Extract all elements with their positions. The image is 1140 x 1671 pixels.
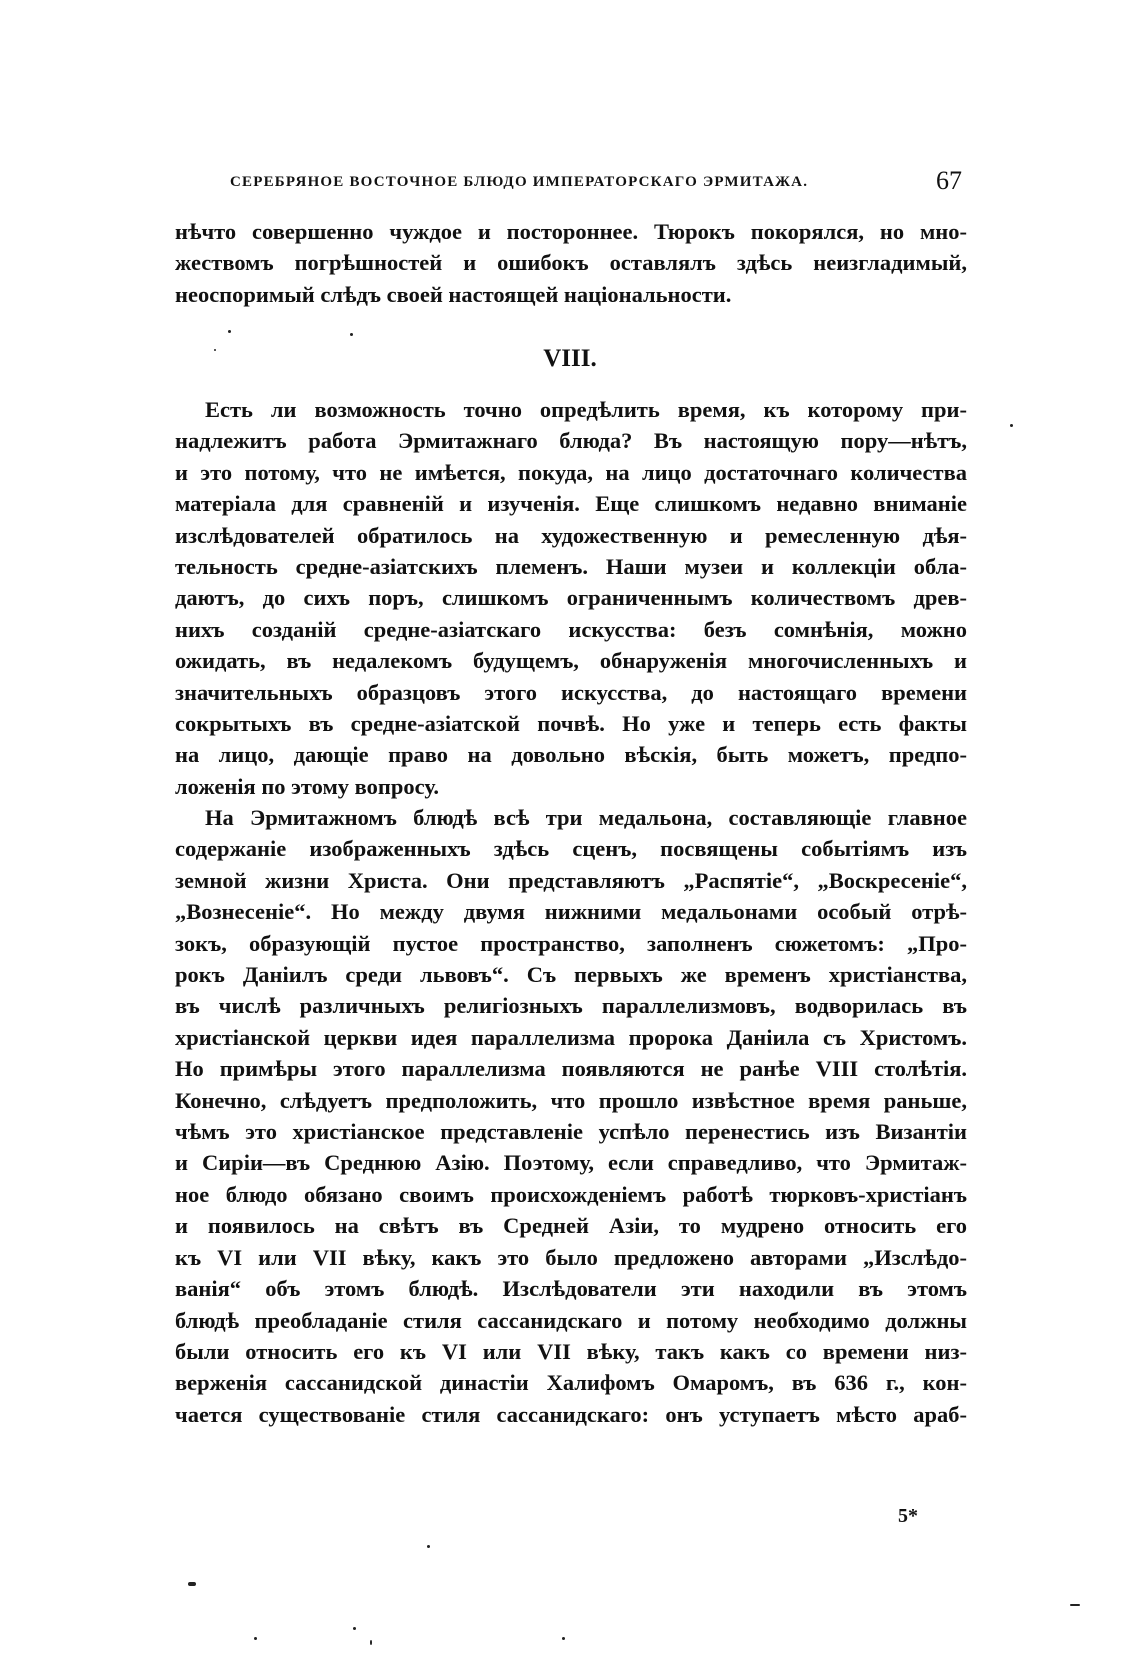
text-line: содержаніе изображенныхъ здѣсь сценъ, посвящены событіямъ изъ xyxy=(175,836,967,862)
text-line: Конечно, слѣдуетъ предположить, что прошло извѣстное время раньше, xyxy=(175,1087,967,1113)
paragraph-medallions xyxy=(175,802,967,1430)
text-line: изслѣдователей обратилось на художественную и ремесленную дѣя- xyxy=(175,522,967,548)
text-line: въ числѣ различныхъ религіозныхъ параллелизмовъ, водворилась въ xyxy=(175,993,967,1019)
text-line: неоспоримый слѣдъ своей настоящей національности. xyxy=(175,281,732,307)
text-line: На Эрмитажномъ блюдѣ всѣ три медальона, составляющіе главное xyxy=(205,805,967,830)
scan-speck xyxy=(228,330,231,333)
text-line: ное блюдо обязано своимъ происхожденіемъ работѣ тюрковъ-христіанъ xyxy=(175,1181,967,1207)
paragraph-dating xyxy=(175,394,967,802)
text-line: къ VI или VII вѣку, какъ это было предложено авторами „Изслѣдо- xyxy=(175,1244,967,1270)
text-line: „Вознесеніе“. Но между двумя нижними медальонами особый отрѣ- xyxy=(175,899,967,925)
scan-speck xyxy=(1070,1604,1080,1606)
scan-speck xyxy=(350,333,353,336)
signature-mark: 5* xyxy=(898,1505,918,1527)
scan-speck xyxy=(427,1545,430,1548)
text-line: на лицо, дающіе право на довольно вѣскія, быть можетъ, предпо- xyxy=(175,742,967,768)
paragraph-continuation xyxy=(175,216,967,310)
scan-speck xyxy=(562,1637,565,1640)
scan-speck xyxy=(214,349,216,351)
text-line: чается существованіе стиля сассанидскаго: онъ уступаетъ мѣсто араб- xyxy=(175,1401,967,1427)
text-line: и появилось на свѣтъ въ Средней Азіи, то мудрено относить его xyxy=(175,1213,967,1239)
text-line: верженія сассанидской династіи Халифомъ Омаромъ, въ 636 г., кон- xyxy=(175,1370,967,1396)
text-line: Есть ли возможность точно опредѣлить время, къ которому при- xyxy=(205,397,967,422)
text-line: значительныхъ образцовъ этого искусства, до настоящаго времени xyxy=(175,679,967,705)
text-line: жествомъ погрѣшностей и ошибокъ оставлялъ здѣсь неизгладимый, xyxy=(175,250,967,276)
scan-speck xyxy=(254,1637,257,1640)
text-line: нѣчто совершенно чуждое и постороннее. Тюрокъ покорялся, но мно- xyxy=(175,219,967,244)
text-line: и Сиріи—въ Среднюю Азію. Поэтому, если справедливо, что Эрмитаж- xyxy=(175,1150,967,1176)
text-line: рокъ Даніилъ среди львовъ“. Съ первыхъ же временъ христіанства, xyxy=(175,962,967,988)
text-line: христіанской церкви идея параллелизма пророка Даніила съ Христомъ. xyxy=(175,1024,967,1050)
scan-speck xyxy=(370,1640,372,1645)
text-line: ванія“ объ этомъ блюдѣ. Изслѣдователи эти находили въ этомъ xyxy=(175,1276,967,1302)
text-line: даютъ, до сихъ поръ, слишкомъ ограниченнымъ количествомъ древ- xyxy=(175,585,967,611)
text-line: чѣмъ это христіанское представленіе успѣло перенестись изъ Византіи xyxy=(175,1119,967,1145)
section-heading: VIII. xyxy=(543,345,597,372)
page-number: 67 xyxy=(936,166,962,195)
text-line: зокъ, образующій пустое пространство, заполненъ сюжетомъ: „Про- xyxy=(175,930,967,956)
text-line: земной жизни Христа. Они представляютъ „Распятіе“, „Воскресеніе“, xyxy=(175,867,967,893)
scan-speck xyxy=(353,1627,356,1630)
text-line: сокрытыхъ въ средне-азіатской почвѣ. Но уже и теперь есть факты xyxy=(175,711,967,737)
text-line: ложенія по этому вопросу. xyxy=(175,773,439,799)
text-line: были относить его къ VI или VII вѣку, такъ какъ со времени низ- xyxy=(175,1338,967,1364)
running-head-title: СЕРЕБРЯНОЕ ВОСТОЧНОЕ БЛЮДО ИМПЕРАТОРСКАГО ЭРМИТАЖА. xyxy=(230,174,809,190)
running-head xyxy=(230,166,962,200)
text-line: Но примѣры этого параллелизма появляются не ранѣе VIII столѣтія. xyxy=(175,1056,967,1082)
scan-speck xyxy=(1010,424,1013,427)
scan-speck xyxy=(188,1582,196,1586)
text-line: матеріала для сравненій и изученія. Еще слишкомъ недавно вниманіе xyxy=(175,491,967,517)
text-line: тельность средне-азіатскихъ племенъ. Наши музеи и коллекціи обла- xyxy=(175,554,967,580)
text-line: ожидать, въ недалекомъ будущемъ, обнаруженія многочисленныхъ и xyxy=(175,648,967,674)
text-line: нихъ созданій средне-азіатскаго искусства: безъ сомнѣнія, можно xyxy=(175,616,967,642)
text-line: надлежитъ работа Эрмитажнаго блюда? Въ настоящую пору—нѣтъ, xyxy=(175,428,967,454)
text-line: и это потому, что не имѣется, покуда, на лицо достаточнаго количества xyxy=(175,459,967,485)
text-line: блюдѣ преобладаніе стиля сассанидскаго и потому необходимо должны xyxy=(175,1307,967,1333)
